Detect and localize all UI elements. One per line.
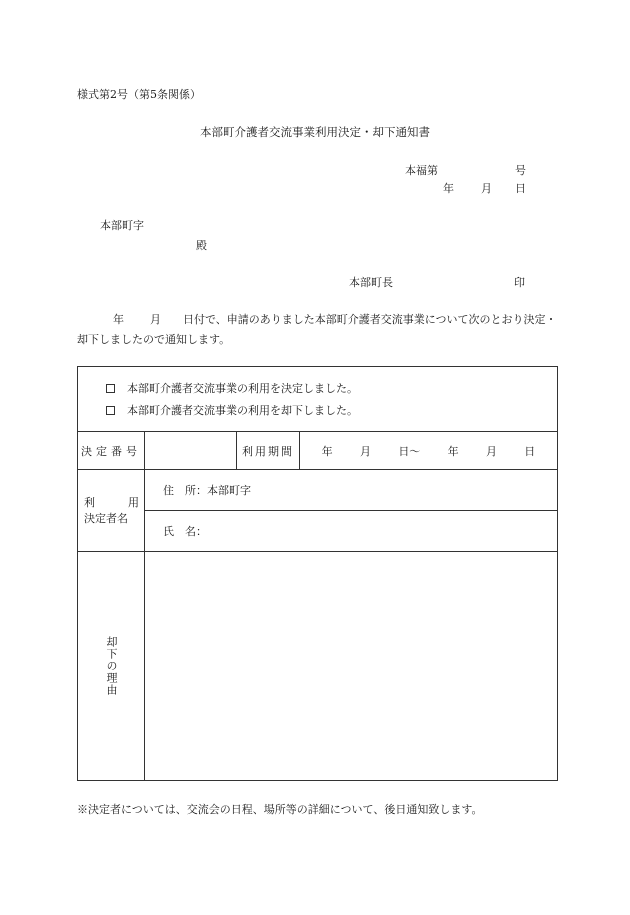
name-field[interactable]: 氏 名： [145,511,558,552]
period-start-month: 月 [359,444,371,458]
checkbox-reject[interactable] [106,406,115,415]
user-label-line1: 利 用 [84,495,139,509]
reason-label-cell [78,552,145,781]
footer-note: ※決定者については、交流会の日程、場所等の詳細について、後日通知致します。 [77,803,483,816]
period-end-day: 日 [524,444,536,458]
issue-date-month: 月 [481,182,492,195]
body-year: 年 [113,313,124,326]
issuer-mayor: 本部町長 [349,276,393,289]
option-approve-label: 本部町介護者交流事業の利用を決定しました。 [127,382,358,395]
user-label [78,470,145,552]
document-title: 本部町介護者交流事業利用決定・却下通知書 [200,125,430,139]
file-number-prefix: 本福第 [405,164,438,177]
reason-field[interactable] [145,552,558,781]
addressee-honorific: 殿 [196,239,207,252]
addressee-town: 本部町字 [100,219,144,232]
issue-date-day: 日 [515,182,526,195]
decision-number-field[interactable] [145,432,237,470]
body-month: 月 [150,313,161,326]
period-field[interactable] [300,432,558,470]
body-text: 日付で、申請のありました本部町介護者交流事業について次のとおり決定・却下しましたので通知します。 [77,313,557,346]
file-number-suffix: 号 [515,164,526,177]
period-start-day: 日〜 [398,444,421,458]
option-reject[interactable] [106,399,557,421]
decision-table [77,366,558,781]
address-field[interactable]: 住 所：本部町字 [145,470,558,511]
issue-date-year: 年 [443,182,454,195]
option-reject-label: 本部町介護者交流事業の利用を却下しました。 [127,404,358,417]
decision-options [78,367,558,432]
checkbox-approve[interactable] [106,384,115,393]
reason-label: 却下の理由 [105,636,118,696]
period-end-year: 年 [447,444,459,458]
form-number-label: 様式第2号（第5条関係） [77,88,201,101]
notice-paragraph [77,310,557,350]
period-end-month: 月 [485,444,497,458]
user-label-line2: 決定者名 [84,511,128,525]
issuer-seal: 印 [514,276,525,289]
option-approve[interactable] [106,377,557,399]
decision-number-label: 決定番号 [78,432,145,470]
period-start-year: 年 [321,444,333,458]
period-label: 利用期間 [237,432,300,470]
